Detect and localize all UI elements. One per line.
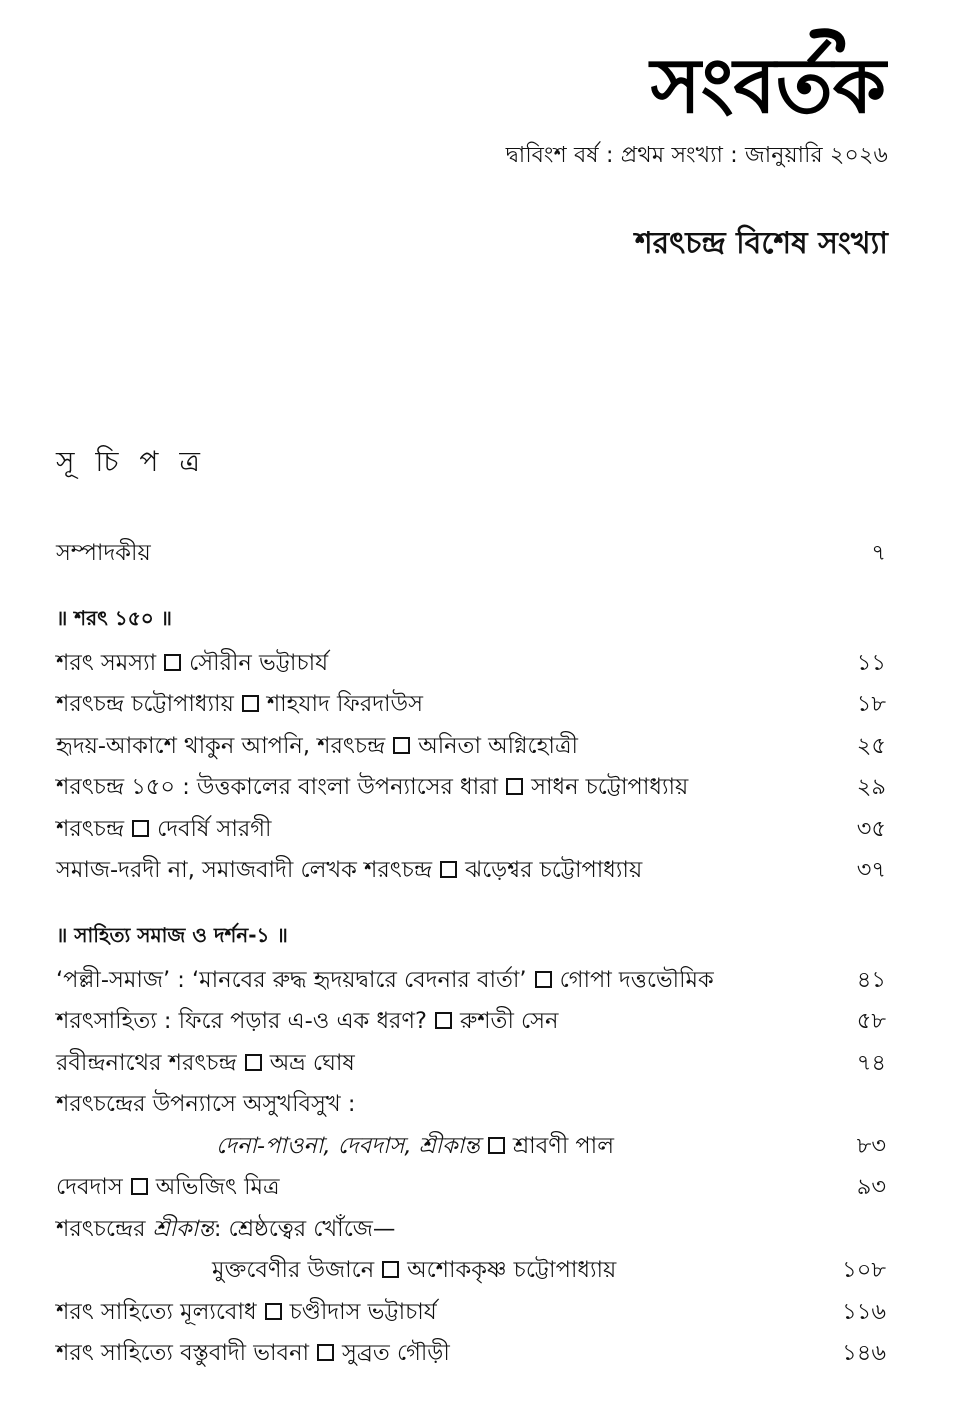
entry-author: সুব্রত গৌড়ী [342,1340,450,1366]
square-bullet-icon [506,778,523,795]
masthead [506,28,888,270]
square-bullet-icon [382,1261,399,1278]
entry-author: অভিজিৎ মিত্র [155,1174,280,1200]
square-bullet-icon [440,861,457,878]
square-bullet-icon [535,971,552,988]
toc-entry-line2[interactable] [56,1250,886,1292]
entry-title: শরৎচন্দ্র [56,815,125,842]
special-issue-title: শরৎচন্দ্র বিশেষ সংখ্যা [634,226,888,261]
square-bullet-icon [317,1344,334,1361]
entry-page: ২৫ [856,732,886,759]
entry-page: ২৯ [856,774,886,800]
toc-entry[interactable] [56,1001,886,1043]
entry-author: অশোককৃষ্ণ চট্টোপাধ্যায় [407,1257,617,1283]
entry-page: ৪১ [856,966,886,993]
toc-entry[interactable] [56,767,886,809]
toc-entry[interactable] [56,1292,886,1334]
square-bullet-icon [393,737,410,754]
toc-title: সূ চি প ত্র [56,445,206,478]
entry-page: ১১ [856,649,886,676]
toc-entry-editorial[interactable] [56,533,886,575]
toc-entry-line1[interactable] [56,1209,886,1251]
square-bullet-icon [242,695,259,712]
entry-title: হৃদয়-আকাশে থাকুন আপনি, শরৎচন্দ্র [56,732,386,759]
entry-author: চণ্ডীদাস ভট্টাচার্য [289,1298,437,1325]
toc-entry-line2[interactable] [56,1126,886,1168]
section-heading: ॥ শরৎ ১৫০ ॥ [56,605,172,630]
toc-entry[interactable] [56,1043,886,1085]
entry-title: সম্পাদকীয় [56,540,151,566]
square-bullet-icon [164,654,181,671]
entry-page: ৩৫ [856,815,886,842]
entry-title: রবীন্দ্রনাথের শরৎচন্দ্র [56,1049,237,1076]
toc-entry[interactable] [56,850,886,892]
entry-title: শরৎচন্দ্র ১৫০ : উত্তকালের বাংলা উপন্যাসের ধারা [56,774,499,800]
entry-title: দেবদাস [56,1174,123,1200]
magazine-logo [618,28,888,132]
entry-title-italic: দেনা-পাওনা, দেবদাস, শ্রীকান্ত [216,1132,480,1159]
entry-title: শরৎচন্দ্র চট্টোপাধ্যায় [56,691,234,717]
toc-entry[interactable] [56,684,886,726]
entry-page: ১৮ [856,691,886,717]
square-bullet-icon [435,1012,452,1029]
toc-entry-line1[interactable] [56,1084,886,1126]
square-bullet-icon [488,1137,505,1154]
entry-title: সমাজ-দরদী না, সমাজবাদী লেখক শরৎচন্দ্র [56,857,433,883]
entry-page: ১০৮ [842,1257,886,1283]
toc-entry[interactable] [56,726,886,768]
entry-author: অভ্র ঘোষ [269,1049,355,1076]
entry-page: ৫৮ [856,1008,886,1034]
toc-entry[interactable] [56,1167,886,1209]
square-bullet-icon [132,820,149,837]
square-bullet-icon [245,1054,262,1071]
entry-title: মুক্তবেণীর উজানে [212,1257,375,1283]
entry-page: ৭৪ [856,1049,886,1076]
logo-text: সংবর্তক [650,41,886,130]
entry-author: অনিতা অগ্নিহোত্রী [418,732,578,759]
toc-entry[interactable] [56,643,886,685]
toc-entry[interactable] [56,1333,886,1375]
entry-page: ৭ [871,540,886,566]
square-bullet-icon [131,1178,148,1195]
entry-title: শরৎসাহিত্য : ফিরে পড়ার এ-ও এক ধরণ? [56,1008,427,1034]
entry-author: ঝড়েশ্বর চট্টোপাধ্যায় [465,857,643,883]
entry-title: ‘পল্লী-সমাজ’ : ‘মানবের রুদ্ধ হৃদয়দ্বারে বেদনার বার্তা’ [56,966,527,993]
table-of-contents [56,440,886,1375]
entry-author: সাধন চট্টোপাধ্যায় [531,774,689,800]
toc-entry[interactable] [56,960,886,1002]
entry-page: ১১৬ [842,1298,886,1325]
entry-author: গোপা দত্তভৌমিক [559,966,714,993]
section-heading: ॥ সাহিত্য সমাজ ও দর্শন-১ ॥ [56,922,288,947]
entry-page: ১৪৬ [842,1340,886,1366]
entry-title: শরৎ সাহিত্যে মূল্যবোধ [56,1298,257,1325]
entry-page: ৩৭ [856,857,886,883]
entry-title-prefix: শরৎচন্দ্রের [56,1215,146,1242]
entry-title: শরৎ সাহিত্যে বস্তুবাদী ভাবনা [56,1340,310,1366]
entry-title-italic: শ্রীকান্ত [152,1215,214,1242]
entry-title-suffix: : শ্রেষ্ঠত্বের খোঁজে— [213,1215,396,1242]
entry-author: রুশতী সেন [459,1008,559,1034]
toc-entry[interactable] [56,809,886,851]
entry-title: শরৎ সমস্যা [56,649,157,676]
square-bullet-icon [265,1303,282,1320]
entry-author: শ্রাবণী পাল [512,1132,614,1159]
entry-page: ৯৩ [856,1174,886,1200]
entry-title: শরৎচন্দ্রের উপন্যাসে অসুখবিসুখ : [56,1091,356,1117]
entry-page: ৮৩ [856,1132,886,1159]
entry-author: শাহযাদ ফিরদাউস [266,691,423,717]
entry-author: দেবর্ষি সারগী [157,815,272,842]
entry-author: সৌরীন ভট্টাচার্য [189,649,329,676]
issue-line: দ্বাবিংশ বর্ষ : প্রথম সংখ্যা : জানুয়ারি ২০২৬ [505,143,888,168]
